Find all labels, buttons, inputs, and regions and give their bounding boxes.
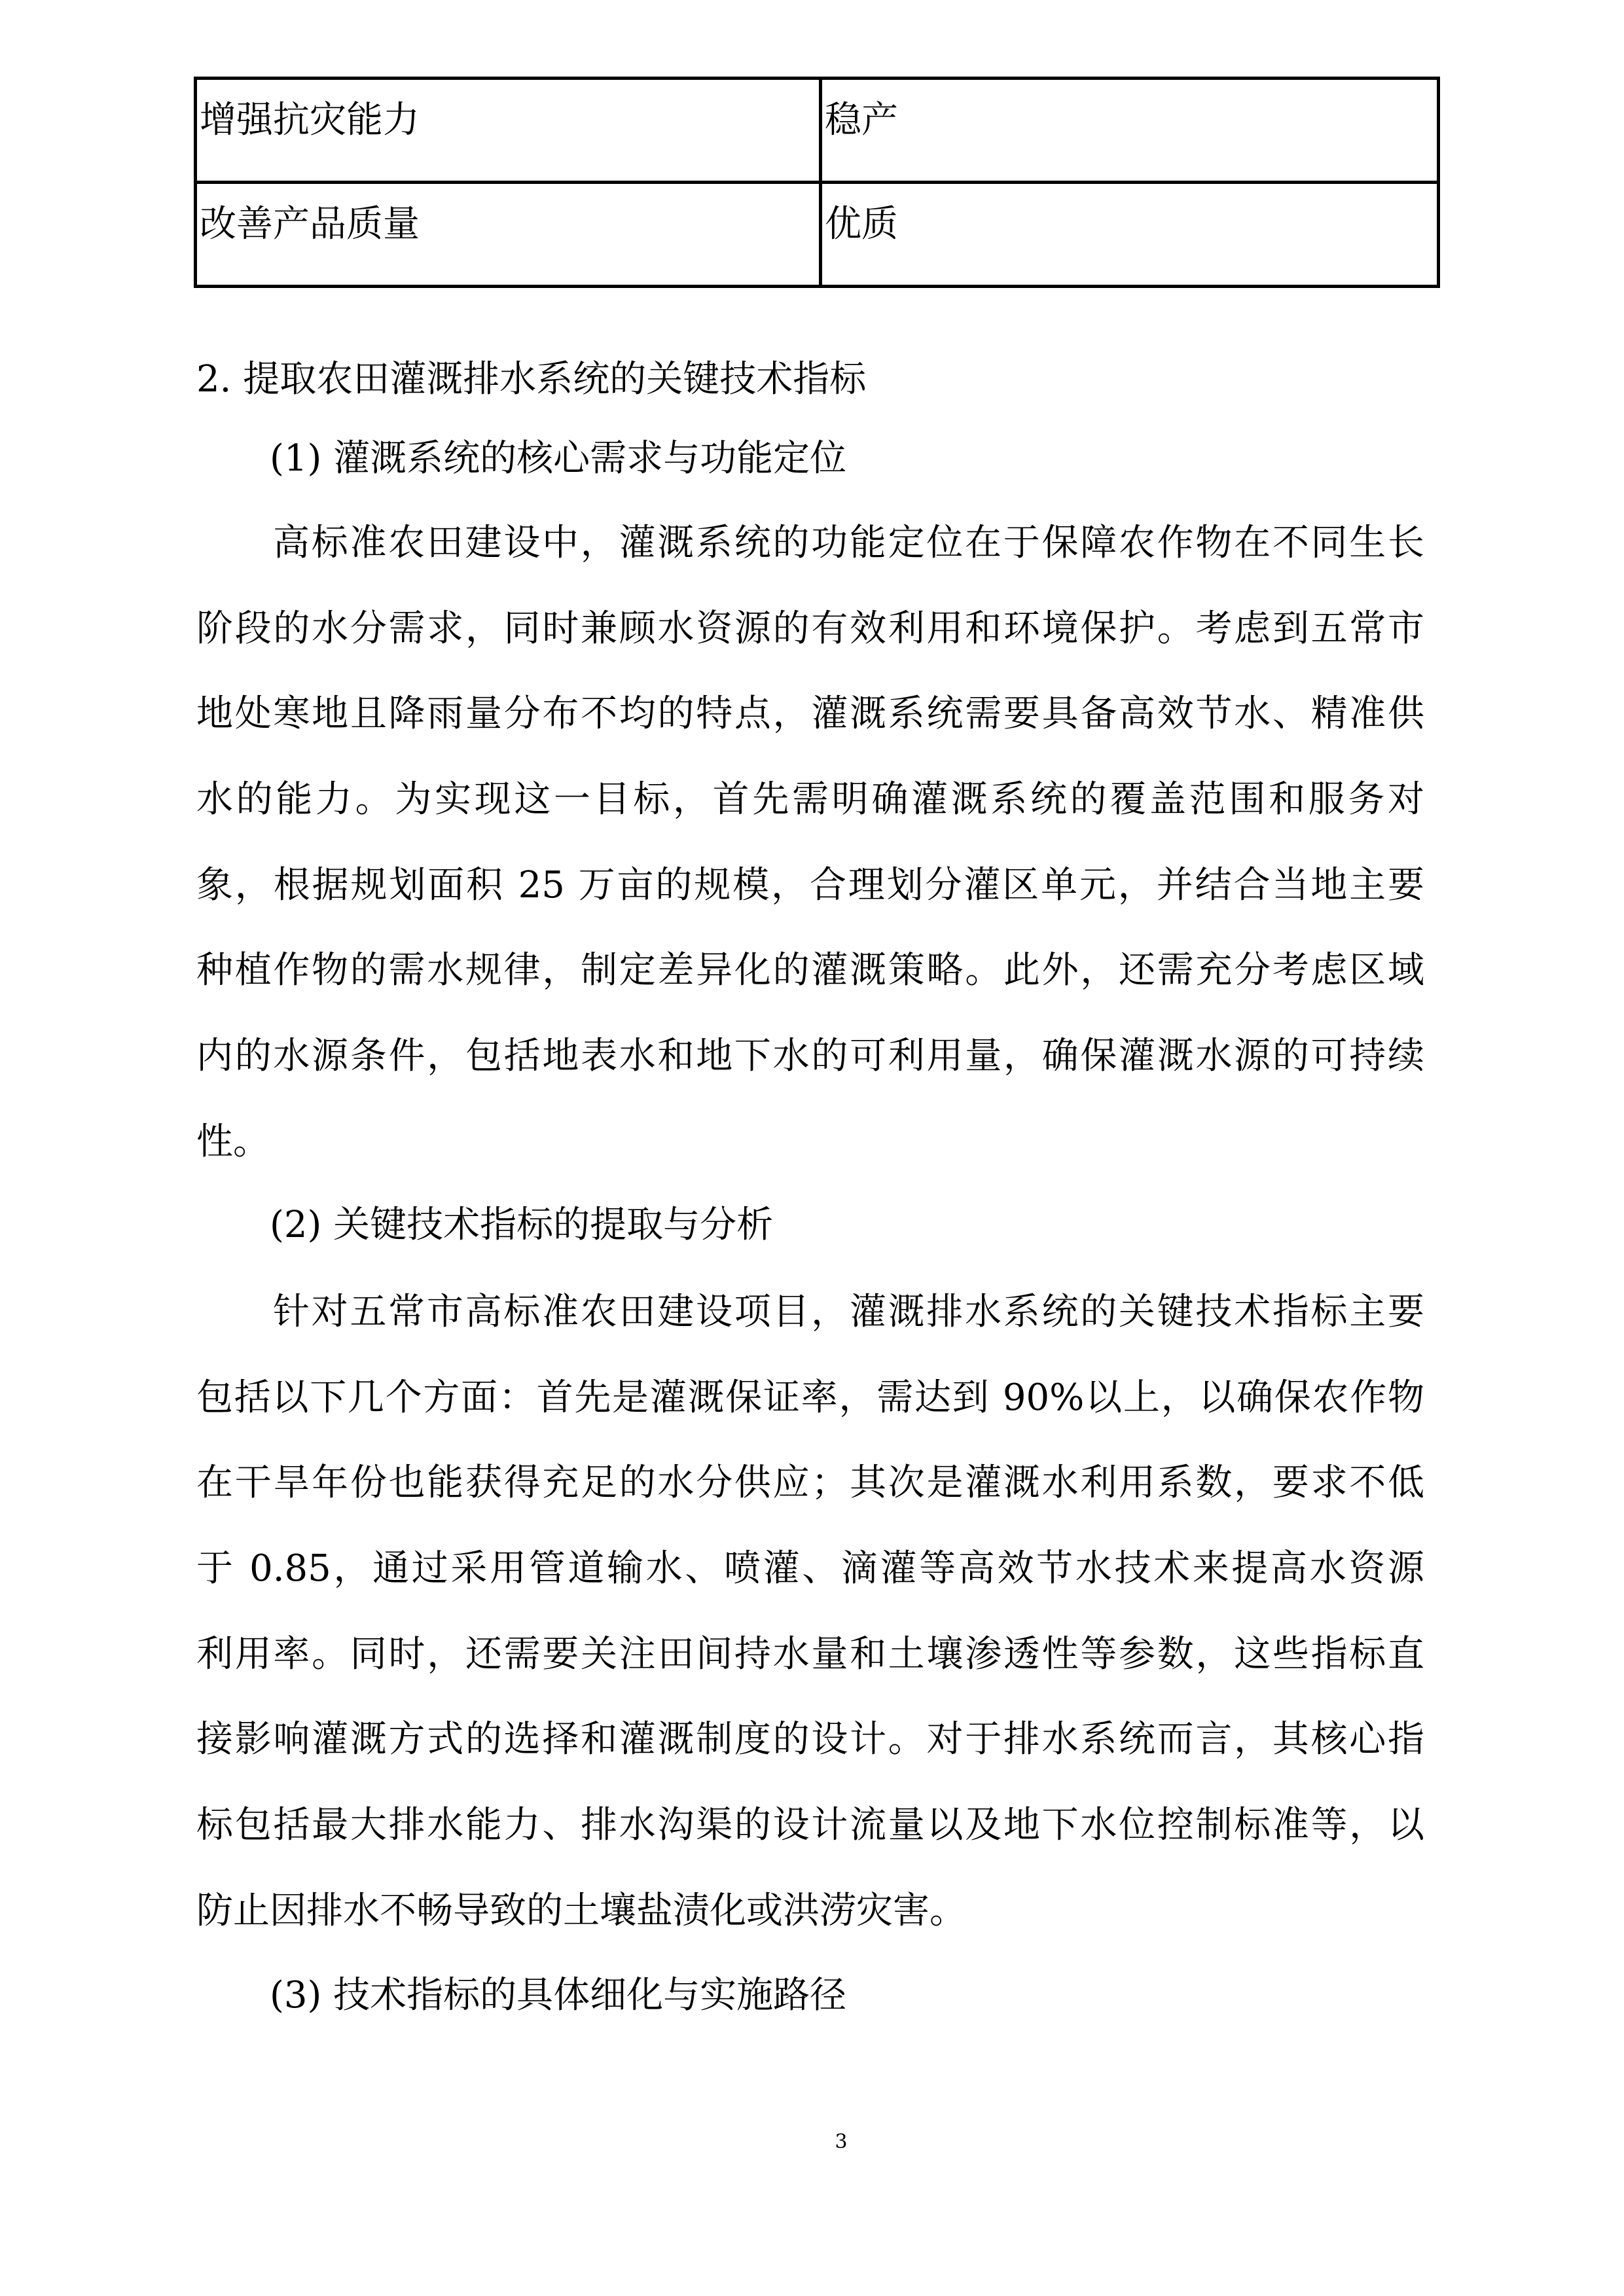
subsection-3-title: (3) 技术指标的具体细化与实施路径 bbox=[270, 1974, 847, 2017]
text-line: 阶段的水分需求，同时兼顾水资源的有效利用和环境保护。考虑到五常市 bbox=[196, 607, 1424, 650]
text-line: 标包括最大排水能力、排水沟渠的设计流量以及地下水位控制标准等，以 bbox=[196, 1804, 1424, 1847]
section-heading: 2. 提取农田灌溉排水系统的关键技术指标 bbox=[196, 358, 867, 401]
goals-table bbox=[194, 77, 1440, 288]
subsection-1-title: (1) 灌溉系统的核心需求与功能定位 bbox=[270, 437, 847, 480]
text-line: 水的能力。为实现这一目标，首先需明确灌溉系统的覆盖范围和服务对 bbox=[196, 778, 1424, 821]
table-cell: 增强抗灾能力 bbox=[196, 79, 821, 183]
table-row bbox=[196, 183, 1439, 287]
text-line: 地处寒地且降雨量分布不均的特点，灌溉系统需要具备高效节水、精准供 bbox=[196, 692, 1424, 736]
text-line: 防止因排水不畅导致的土壤盐渍化或洪涝灾害。 bbox=[196, 1889, 966, 1932]
table-row bbox=[196, 79, 1439, 183]
text-line: 接影响灌溉方式的选择和灌溉制度的设计。对于排水系统而言，其核心指 bbox=[196, 1718, 1424, 1761]
page-number: 3 bbox=[835, 2130, 848, 2153]
text-line: 象，根据规划面积 25 万亩的规模，合理划分灌区单元，并结合当地主要 bbox=[196, 863, 1424, 906]
paragraph-1 bbox=[196, 501, 1424, 1185]
table-cell: 优质 bbox=[821, 183, 1439, 287]
table-cell: 稳产 bbox=[821, 79, 1439, 183]
text-line: 针对五常市高标准农田建设项目，灌溉排水系统的关键技术指标主要 bbox=[273, 1291, 1424, 1333]
text-line: 包括以下几个方面：首先是灌溉保证率，需达到 90%以上，以确保农作物 bbox=[196, 1376, 1424, 1419]
text-line: 内的水源条件，包括地表水和地下水的可利用量，确保灌溉水源的可持续 bbox=[196, 1035, 1424, 1078]
text-line: 在干旱年份也能获得充足的水分供应；其次是灌溉水利用系数，要求不低 bbox=[196, 1462, 1424, 1505]
text-line: 高标准农田建设中，灌溉系统的功能定位在于保障农作物在不同生长 bbox=[273, 522, 1424, 564]
text-line: 种植作物的需水规律，制定差异化的灌溉策略。此外，还需充分考虑区域 bbox=[196, 949, 1424, 992]
text-line: 于 0.85，通过采用管道输水、喷灌、滴灌等高效节水技术来提高水资源 bbox=[196, 1547, 1424, 1590]
subsection-2-title: (2) 关键技术指标的提取与分析 bbox=[270, 1204, 774, 1246]
table-cell: 改善产品质量 bbox=[196, 183, 821, 287]
paragraph-2 bbox=[196, 1270, 1424, 1954]
text-line: 性。 bbox=[196, 1120, 270, 1163]
text-line: 利用率。同时，还需要关注田间持水量和土壤渗透性等参数，这些指标直 bbox=[196, 1632, 1424, 1676]
